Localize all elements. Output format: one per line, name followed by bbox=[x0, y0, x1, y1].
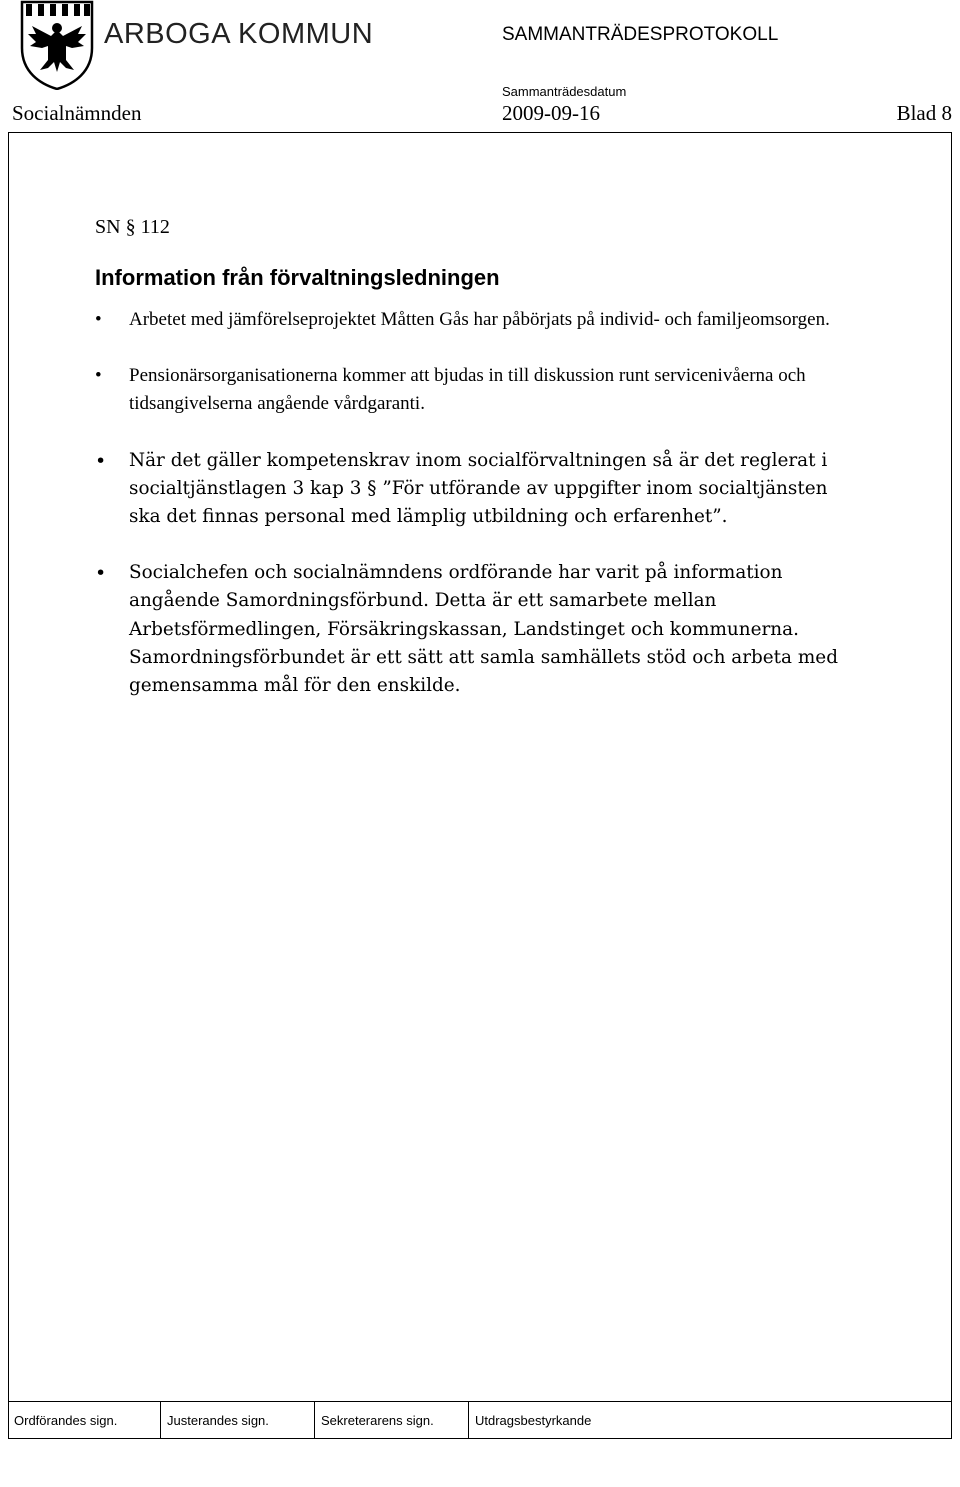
coat-of-arms-icon bbox=[18, 0, 96, 90]
page-number: Blad 8 bbox=[896, 101, 952, 125]
chair-signature-label: Ordförandes sign. bbox=[14, 1413, 118, 1428]
list-item bbox=[95, 306, 855, 335]
list-item bbox=[95, 362, 855, 419]
footer-divider bbox=[314, 1402, 315, 1439]
adjuster-signature-label: Justerandes sign. bbox=[167, 1413, 269, 1428]
footer-divider bbox=[160, 1402, 161, 1439]
meeting-date-label: Sammanträdesdatum bbox=[502, 84, 627, 99]
municipality-name: ARBOGA KOMMUN bbox=[104, 18, 374, 50]
certified-extract-label: Utdragsbestyrkande bbox=[475, 1413, 592, 1428]
list-item-text: Pensionärsorganisationerna kommer att bjudas in till diskussion runt servicenivåerna och tidsangivelserna angående vårdgaranti. bbox=[129, 364, 806, 414]
document-type: SAMMANTRÄDESPROTOKOLL bbox=[502, 24, 779, 45]
section-number: SN § 112 bbox=[95, 216, 170, 238]
list-item-text: När det gäller kompetenskrav inom socialförvaltningen så är det reglerat i socialtjänstlagen 3 kap 3 § ”För utförande av uppgifter inom socialtjänsten ska det finnas personal med lämplig utbildning och erfarenhet”. bbox=[129, 449, 828, 528]
footer-divider bbox=[468, 1402, 469, 1439]
list-item bbox=[95, 559, 855, 701]
section-title: Information från förvaltningsledningen bbox=[95, 265, 500, 290]
bullet-icon: • bbox=[95, 561, 107, 584]
bullet-icon: • bbox=[95, 364, 102, 386]
meeting-date: 2009-09-16 bbox=[502, 101, 600, 125]
bullet-icon: • bbox=[95, 309, 102, 330]
list-item-text: Arbetet med jämförelseprojektet Måtten Gås har påbörjats på individ- och familjeomsorgen. bbox=[129, 309, 830, 330]
bullet-icon: • bbox=[95, 449, 107, 472]
secretary-signature-label: Sekreterarens sign. bbox=[321, 1413, 434, 1428]
board-name: Socialnämnden bbox=[12, 101, 142, 125]
bullet-list bbox=[95, 306, 855, 701]
list-item-text: Socialchefen och socialnämndens ordförande har varit på information angående Samordningsförbund. Detta är ett samarbete mellan Arbetsförmedlingen, Försäkringskassan, Landstinget och kommunerna. Samordningsförbundet är ett sätt att samla samhällets stöd och arbeta med gemensamma mål för den enskilde. bbox=[129, 561, 838, 697]
list-item bbox=[95, 447, 855, 532]
